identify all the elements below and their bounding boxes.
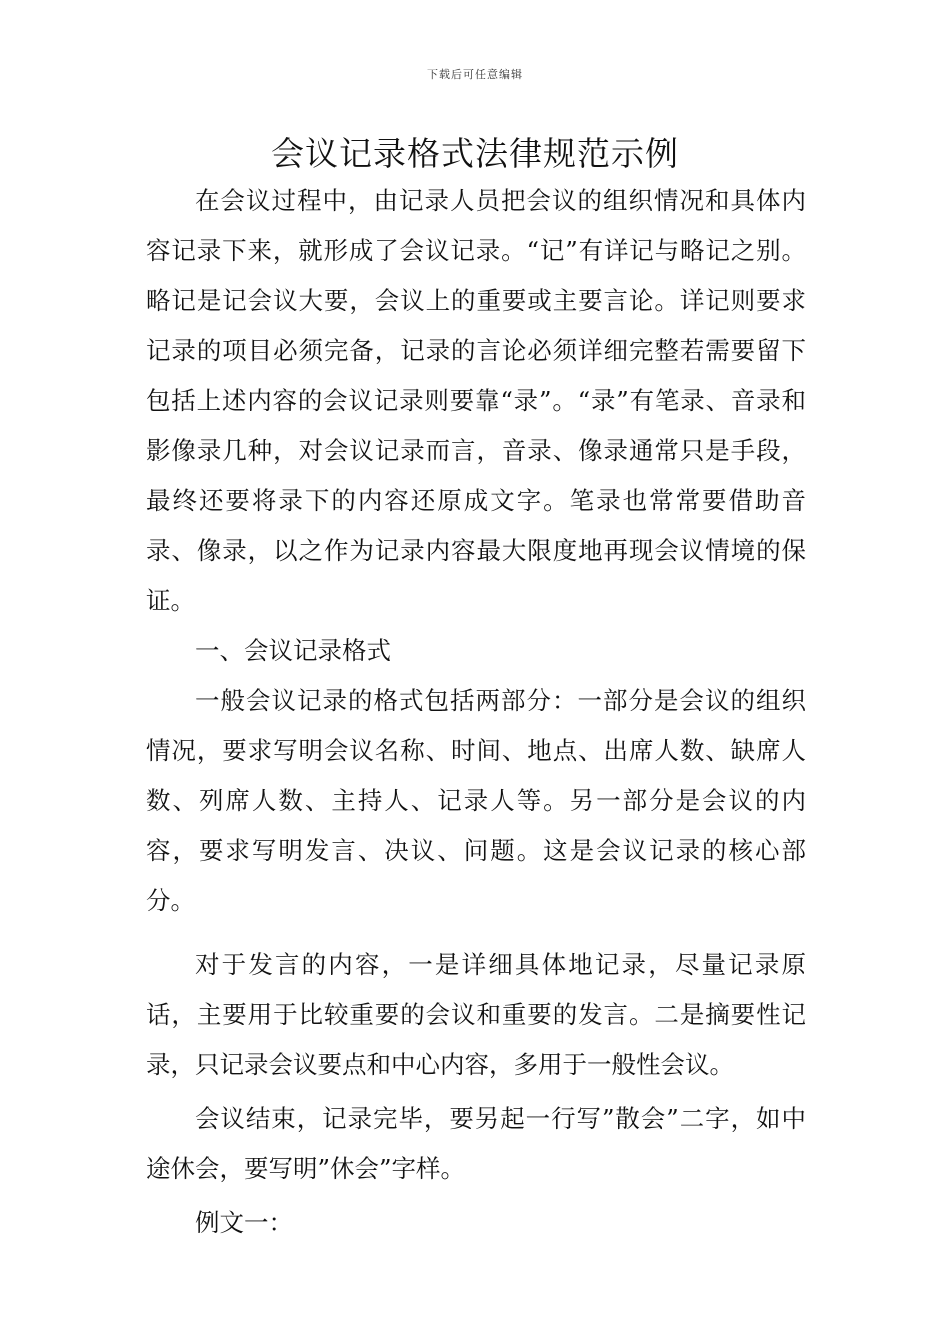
document-title: 会议记录格式法律规范示例 <box>271 134 679 173</box>
section-heading-format: 一、会议记录格式 <box>195 636 391 665</box>
paragraph-format: 一般会议记录的格式包括两部分：一部分是会议的组织情况，要求写明会议名称、时间、地点、出席人数、缺席人数、列席人数、主持人、记录人等。另一部分是会议的内容，要求写明发言、决议、问题。这是会议记录的核心部分。 <box>146 686 806 915</box>
header-note: 下载后可任意编辑 <box>427 68 523 81</box>
paragraph-speech-content: 对于发言的内容，一是详细具体地记录，尽量记录原话，主要用于比较重要的会议和重要的发言。二是摘要性记录，只记录会议要点和中心内容，多用于一般性会议。 <box>146 950 806 1079</box>
example-label: 例文一： <box>195 1208 293 1237</box>
paragraph-meeting-end: 会议结束，记录完毕，要另起一行写”散会”二字，如中途休会，要写明”休会”字样。 <box>146 1104 806 1183</box>
document-body <box>146 176 806 1248</box>
paragraph-intro: 在会议过程中，由记录人员把会议的组织情况和具体内容记录下来，就形成了会议记录。“记”有详记与略记之别。略记是记会议大要，会议上的重要或主要言论。详记则要求记录的项目必须完备，记录的言论必须详细完整若需要留下包括上述内容的会议记录则要靠“录”。“录”有笔录、音录和影像录几种，对会议记录而言，音录、像录通常只是手段，最终还要将录下的内容还原成文字。笔录也常常要借助音录、像录，以之作为记录内容最大限度地再现会议情境的保证。 <box>146 186 806 615</box>
